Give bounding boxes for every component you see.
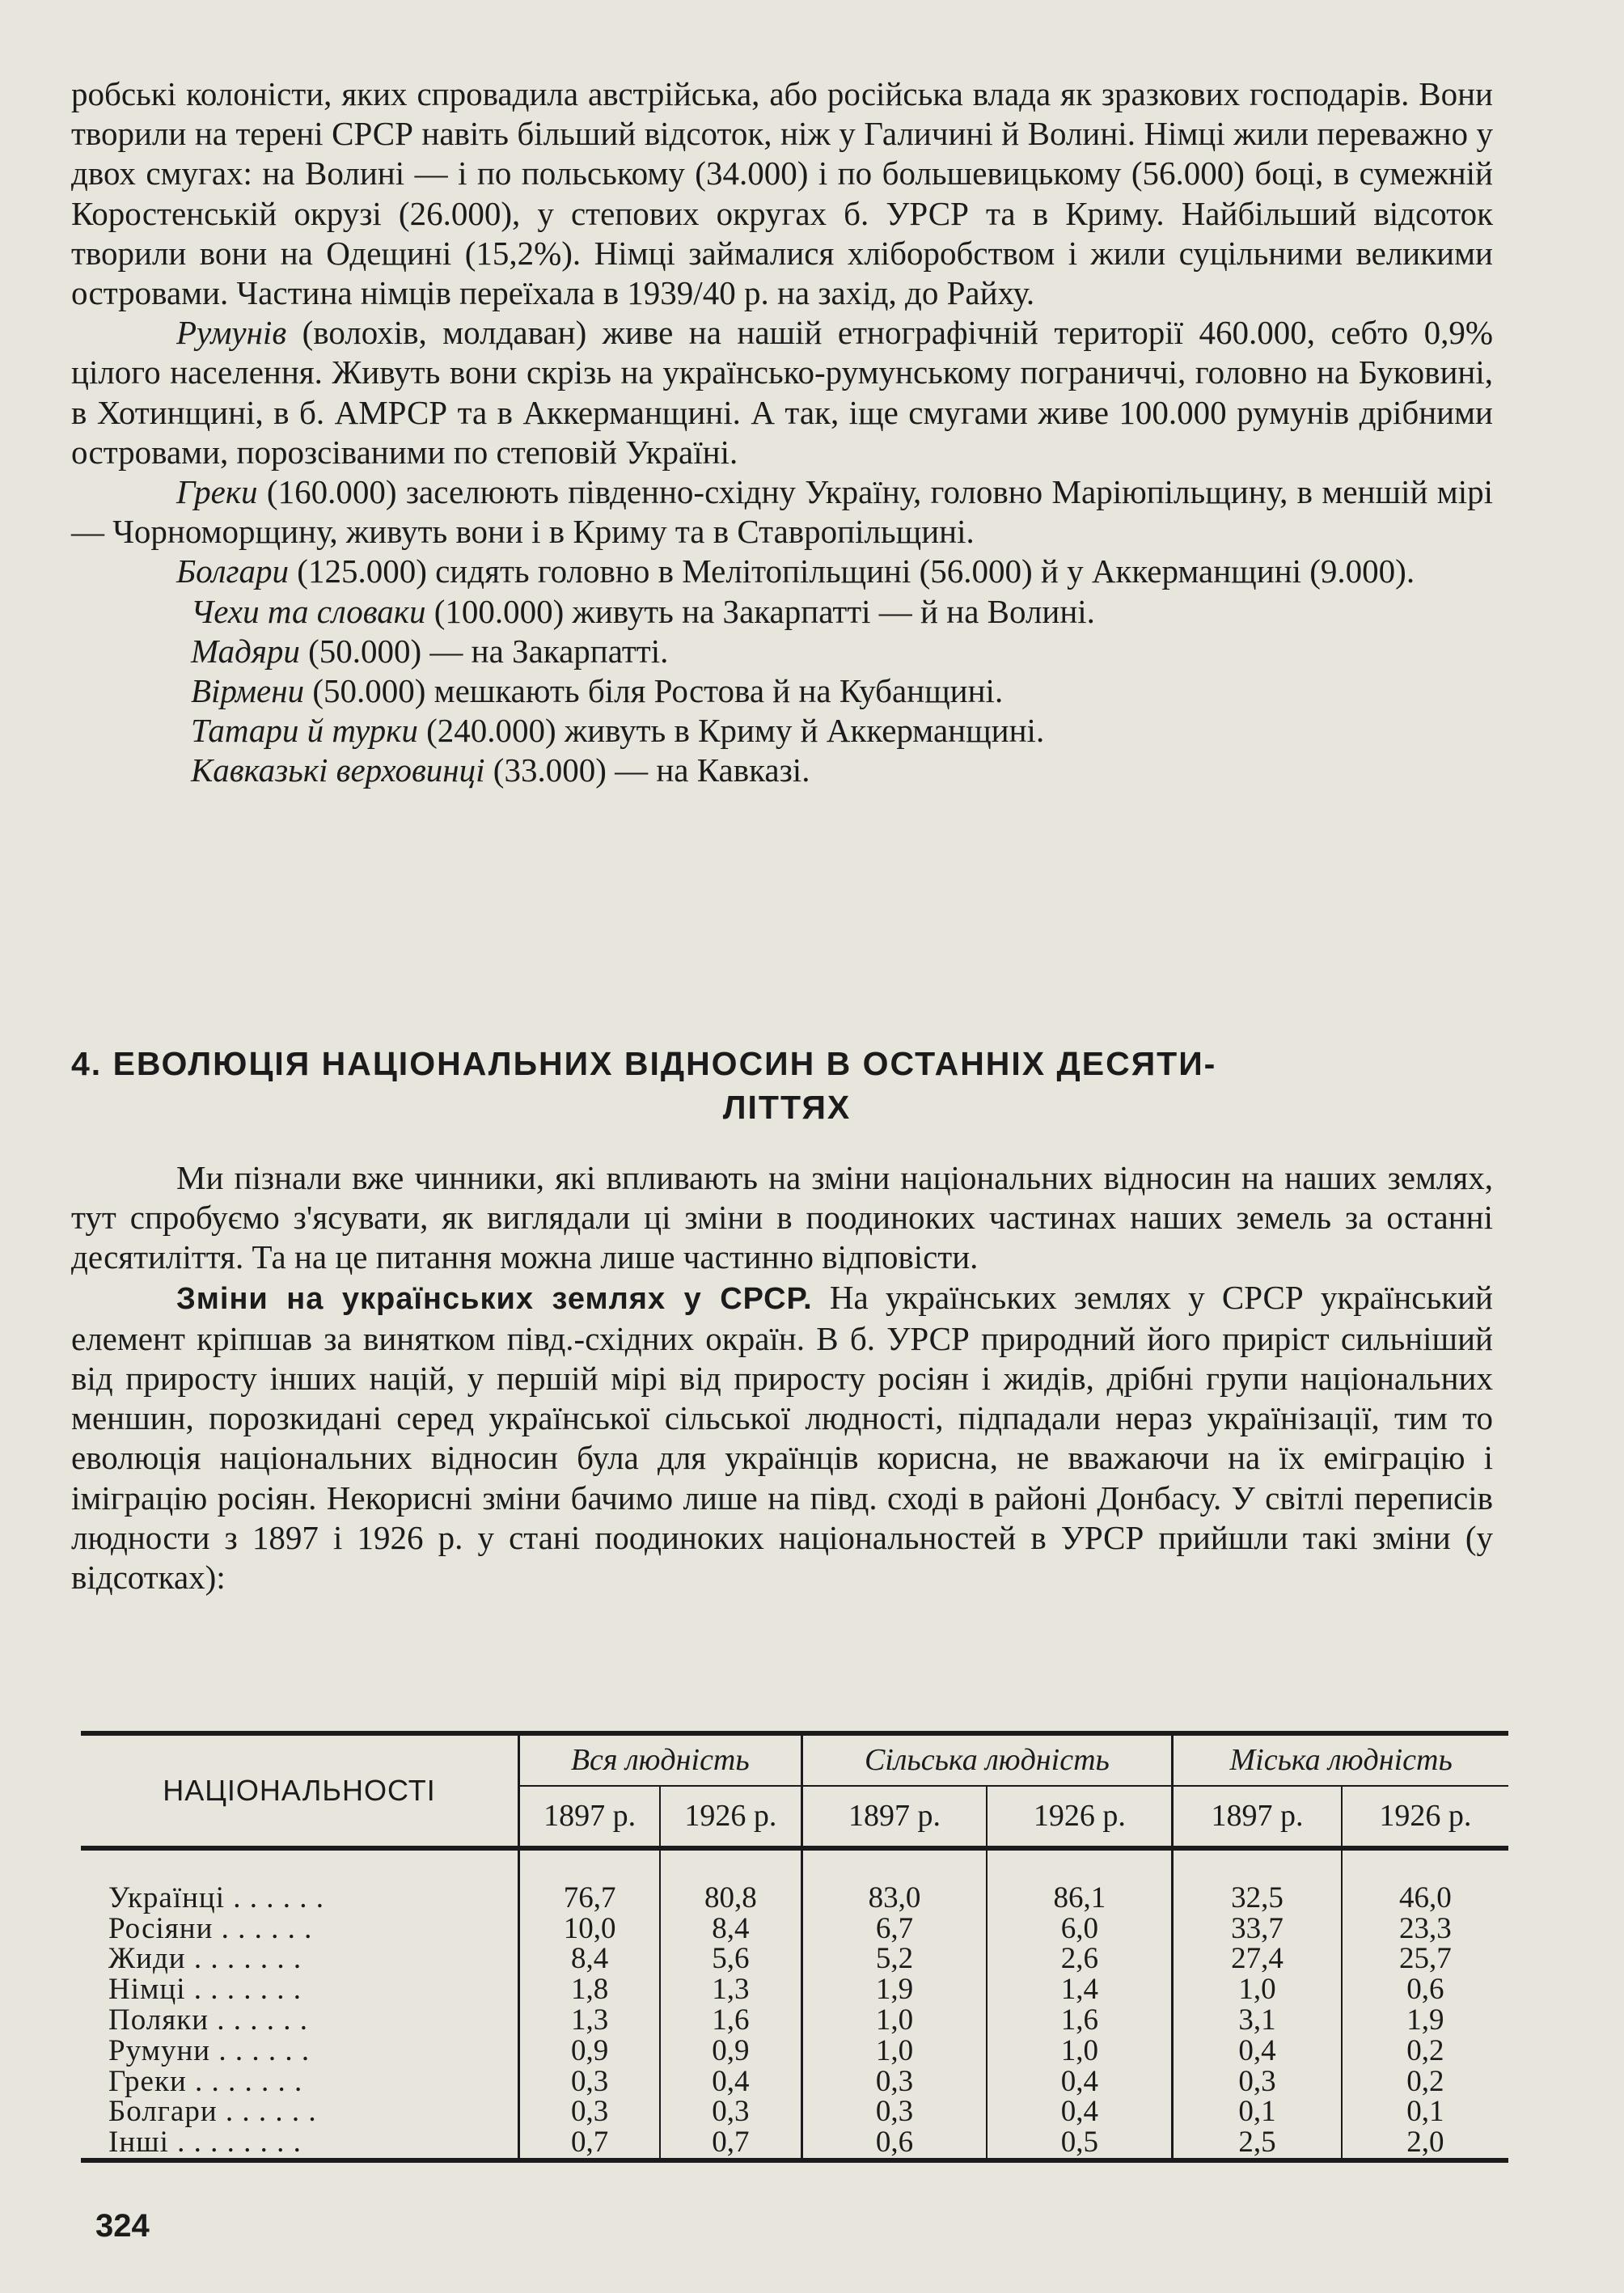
- table-cell: 1,3: [660, 1974, 801, 2005]
- table-cell: 0,3: [519, 2067, 661, 2097]
- nationality-name: Німці . . . . . . .: [81, 1974, 519, 2005]
- nationality-name: Інші . . . . . . . .: [81, 2127, 519, 2160]
- nationality-name: Українці . . . . . .: [81, 1883, 519, 1914]
- nationality-name: Поляки . . . . . .: [81, 2005, 519, 2036]
- table-cell: 1,0: [987, 2036, 1172, 2067]
- year-header: 1926 р.: [660, 1786, 801, 1848]
- table-cell: 46,0: [1398, 1881, 1452, 1914]
- table-cell: 5,6: [660, 1944, 801, 1975]
- table-cell: 0,7: [660, 2127, 801, 2160]
- table-row: [81, 2097, 1508, 2128]
- table-cell: 0,5: [987, 2127, 1172, 2160]
- table-cell: 25,7: [1398, 1942, 1452, 1976]
- year-header: 1897 р.: [801, 1786, 987, 1848]
- table-cell: 0,3: [801, 2097, 987, 2128]
- table-cell: 10,0: [519, 1914, 661, 1944]
- table-row: [81, 2127, 1508, 2160]
- table-cell: 0,2: [1406, 2033, 1444, 2067]
- table-cell: 1,0: [801, 2036, 987, 2067]
- table-cell: 0,1: [1173, 2097, 1342, 2128]
- paragraph-bolhary: Болгари (125.000) сидять головно в Мелітопільщині (56.000) й у Аккерманщині (9.000).: [176, 552, 1415, 590]
- table-cell: 27,4: [1173, 1944, 1342, 1975]
- table-cell: 76,7: [519, 1883, 661, 1914]
- page-number: 324: [95, 2208, 150, 2244]
- paragraph-rumuny: Румунів (волохів, молдаван) живе на нашій етнографічній території 460.000, себто 0,9% цілого населення. Живуть вони скрізь на українсько-румунському пограниччі, головно на Буковині, в Хотинщині, в б. АМРСР та в Аккерманщині. А так, іще смугами живе 100.000 румунів дрібними островами, порозсіваними по степовій Україні.: [71, 314, 1493, 471]
- table-row: [81, 2067, 1508, 2097]
- short-line: Кавказькі верховинці (33.000) — на Кавказі.: [191, 751, 810, 789]
- lower-text-block: [71, 1158, 1493, 1597]
- table-row: [81, 1914, 1508, 1944]
- group-header-all: Вся людність: [519, 1733, 802, 1786]
- table-cell: 6,7: [801, 1914, 987, 1944]
- table-cell: 8,4: [660, 1914, 801, 1944]
- nationality-name: Росіяни . . . . . .: [81, 1914, 519, 1944]
- table-cell: 1,0: [801, 2005, 987, 2036]
- table-cell: 2,0: [1342, 2127, 1508, 2160]
- upper-text-block: [71, 74, 1493, 791]
- table-cell: 0,9: [519, 2036, 661, 2067]
- paragraph: робські колоністи, яких спровадила австрійська, або російська влада як зразкових господарів. Вони творили на терені СРСР навіть більший відсоток, ніж у Галичині й Волині. Німці жили переважно у двох смугах: на Волині — і по польському (34.000) і по большевицькому (56.000) боці, в сумежній Коростенській окрузі (26.000), у степових округах б. УРСР та в Криму. Найбільший відсоток творили вони на Одещині (15,2%). Німці займалися хліборобством і жили суцільними великими островами. Частина німців переїхала в 1939/40 р. на захід, до Райху.: [71, 75, 1493, 312]
- table-cell: 1,9: [1406, 2003, 1444, 2037]
- table-row: [81, 1883, 1508, 1914]
- table-cell: 0,4: [987, 2097, 1172, 2128]
- table-cell: 2,5: [1173, 2127, 1342, 2160]
- table-cell: 0,3: [519, 2097, 661, 2128]
- table-cell: 8,4: [519, 1944, 661, 1975]
- table-cell: 1,8: [519, 1974, 661, 2005]
- short-line: Вірмени (50.000) мешкають біля Ростова й на Кубанщині.: [191, 672, 1004, 710]
- table-cell: 32,5: [1173, 1883, 1342, 1914]
- group-header-rural: Сільська людність: [801, 1733, 1173, 1786]
- short-line: Мадяри (50.000) — на Закарпатті.: [191, 632, 669, 670]
- table-cell: 2,6: [987, 1944, 1172, 1975]
- paragraph-greky: Греки (160.000) заселюють південно-східну Україну, головно Маріюпільщину, в меншій мірі — Чорноморщину, живуть вони і в Криму та в Ставропільщині.: [71, 473, 1493, 551]
- column-header-nationalities: НАЦІОНАЛЬНОСТІ: [81, 1733, 519, 1848]
- paragraph-zminy: Зміни на українських землях у СРСР. На українських землях у СРСР український елемент кріпшав за винятком півд.-східних окраїн. В б. УРСР природний його приріст сильніший від приросту інших націй, у першій мірі від приросту росіян і жидів, дрібні групи національних меншин, порозкидані серед української сільської людності, підпадали нераз українізації, тим то еволюція національних відносин була для українців корисна, не вважаючи на їх еміграцію і іміграцію росіян. Некорисні зміни бачимо лише на півд. сході в районі Донбасу. У світлі переписів людности з 1897 і 1926 р. у стані поодиноких національностей в УРСР прийшли такі зміни (у відсотках):: [71, 1278, 1493, 1597]
- table-cell: 86,1: [987, 1883, 1172, 1914]
- table-cell: 1,3: [519, 2005, 661, 2036]
- table-cell: 0,4: [1173, 2036, 1342, 2067]
- group-header-urban: Міська людність: [1173, 1733, 1508, 1786]
- table-header-row: [81, 1733, 1508, 1786]
- year-header: 1926 р.: [1342, 1786, 1508, 1848]
- nationality-name: Греки . . . . . . .: [81, 2067, 519, 2097]
- table-cell: 0,4: [987, 2067, 1172, 2097]
- table-cell: 1,0: [1173, 1974, 1342, 2005]
- table-cell: 0,2: [1406, 2064, 1444, 2098]
- year-header: 1897 р.: [519, 1786, 661, 1848]
- short-line: Татари й турки (240.000) живуть в Криму й Аккерманщині.: [191, 712, 1045, 750]
- paragraph: Ми пізнали вже чинники, які впливають на зміни національних відносин на наших землях, тут спробуємо з'ясувати, як виглядали ці зміни в поодиноких частинах наших земель за останні десятиліття. Та на це питання можна лише частинно відповісти.: [71, 1159, 1493, 1276]
- table-cell: 1,6: [660, 2005, 801, 2036]
- table-cell: 0,3: [660, 2097, 801, 2128]
- table-cell: 0,9: [660, 2036, 801, 2067]
- table-cell: 1,9: [801, 1974, 987, 2005]
- table-row: [81, 2005, 1508, 2036]
- table-cell: 0,3: [801, 2067, 987, 2097]
- nationality-name: Жиди . . . . . . .: [81, 1944, 519, 1975]
- year-header: 1897 р.: [1173, 1786, 1342, 1848]
- table-cell: 0,7: [519, 2127, 661, 2160]
- nationality-name: Румуни . . . . . .: [81, 2036, 519, 2067]
- table-cell: 1,6: [987, 2005, 1172, 2036]
- table-cell: 0,3: [1173, 2067, 1342, 2097]
- nationalities-table: [81, 1731, 1508, 2163]
- table-cell: 0,4: [660, 2067, 801, 2097]
- table-cell: 33,7: [1173, 1914, 1342, 1944]
- short-line: Чехи та словаки (100.000) живуть на Закарпатті — й на Волині.: [191, 592, 1095, 630]
- table-cell: 23,3: [1398, 1911, 1452, 1945]
- table-cell: 5,2: [801, 1944, 987, 1975]
- section-heading-line-1: 4. ЕВОЛЮЦІЯ НАЦІОНАЛЬНИХ ВІДНОСИН В ОСТАННІХ ДЕСЯТИ-: [71, 1045, 1217, 1082]
- table-cell: 0,6: [801, 2127, 987, 2160]
- table-row: [81, 1944, 1508, 1975]
- table-row: [81, 1974, 1508, 2005]
- table-row: [81, 2036, 1508, 2067]
- table-cell: 0,6: [1406, 1973, 1444, 2007]
- nationality-name: Болгари . . . . . .: [81, 2097, 519, 2128]
- section-heading-line-2: ЛІТТЯХ: [722, 1089, 852, 1126]
- table-cell: 0,1: [1406, 2095, 1444, 2129]
- year-header: 1926 р.: [987, 1786, 1172, 1848]
- table-cell: 1,4: [987, 1974, 1172, 2005]
- section-heading: [71, 1042, 1503, 1129]
- table-cell: 83,0: [801, 1883, 987, 1914]
- table-spacer-row: [81, 1848, 1508, 1883]
- table-cell: 6,0: [987, 1914, 1172, 1944]
- table-cell: 80,8: [660, 1883, 801, 1914]
- table-cell: 3,1: [1173, 2005, 1342, 2036]
